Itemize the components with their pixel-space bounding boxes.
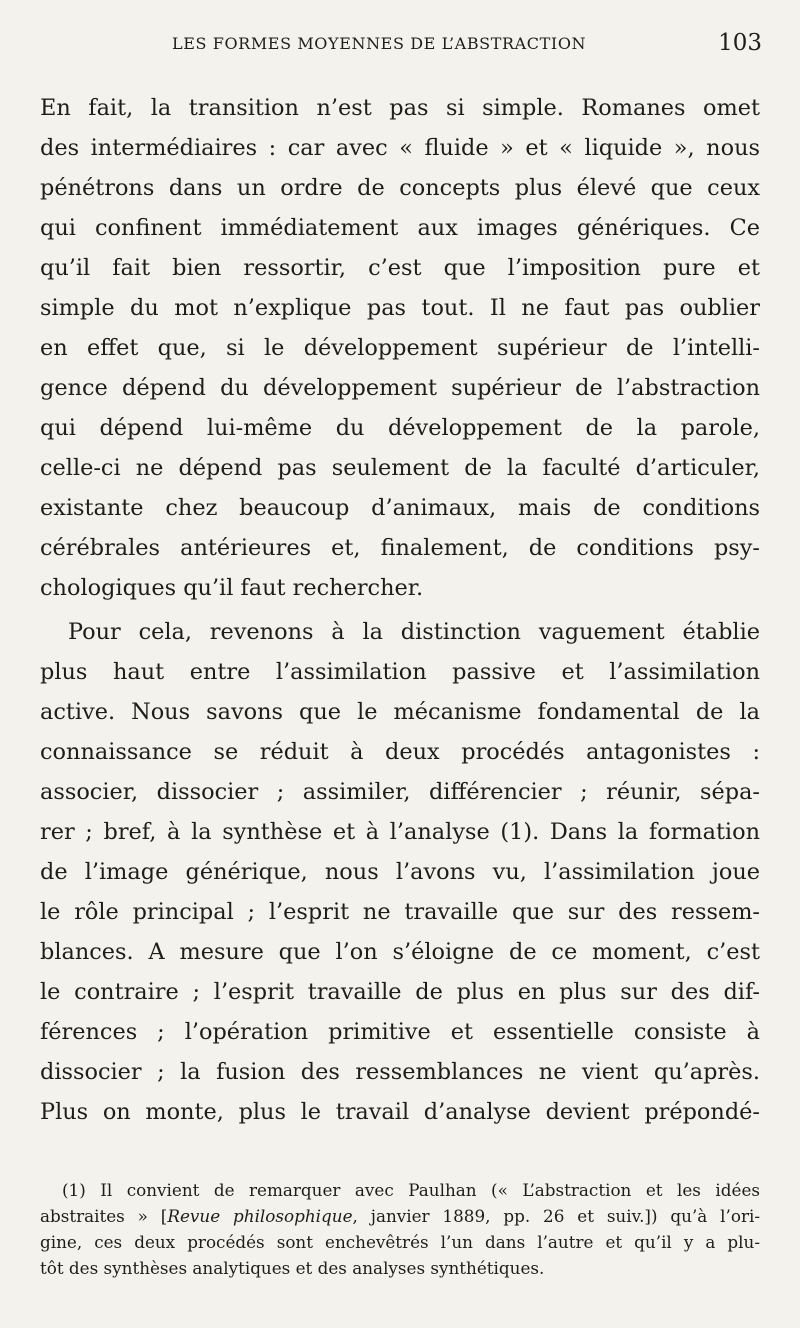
text-line: qui confinent immédiatement aux images génériques. Ce: [40, 215, 760, 241]
text-line: chologiques qu’il faut rechercher.: [40, 575, 424, 601]
journal-title: Revue philosophique: [167, 1206, 353, 1226]
text-line: active. Nous savons que le mécanisme fondamental de la: [40, 699, 760, 725]
text-line: le contraire ; l’esprit travaille de plus en plus sur des dif-: [40, 979, 760, 1005]
text-line: connaissance se réduit à deux procédés antagonistes :: [40, 739, 760, 765]
text-line: le rôle principal ; l’esprit ne travaille que sur des ressem-: [40, 899, 760, 925]
text-line: En fait, la transition n’est pas si simple. Romanes omet: [40, 95, 760, 121]
text-line: Plus on monte, plus le travail d’analyse devient prépondé-: [40, 1099, 760, 1125]
text-line: rer ; bref, à la synthèse et à l’analyse (1). Dans la formation: [40, 819, 760, 845]
text-line: en effet que, si le développement supérieur de l’intelli-: [40, 335, 760, 361]
text-line: des intermédiaires : car avec « fluide » et « liquide », nous: [40, 135, 760, 161]
footnote-text: , janvier 1889, pp. 26 et suiv.]) qu’à l’ori-: [352, 1206, 761, 1226]
text-line: dissocier ; la fusion des ressemblances ne vient qu’après.: [40, 1059, 760, 1085]
text-line: existante chez beaucoup d’animaux, mais de conditions: [40, 495, 760, 521]
footnote-line: tôt des synthèses analytiques et des analyses synthétiques.: [40, 1258, 545, 1278]
text-line: pénétrons dans un ordre de concepts plus élevé que ceux: [40, 175, 760, 201]
text-line: qui dépend lui-même du développement de la parole,: [40, 415, 760, 441]
text-line: Pour cela, revenons à la distinction vaguement établie: [68, 619, 760, 645]
footnote-line: (1) Il convient de remarquer avec Paulhan (« L’abstraction et les idées: [62, 1180, 760, 1200]
text-line: celle-ci ne dépend pas seulement de la faculté d’articuler,: [40, 455, 760, 481]
text-line: qu’il fait bien ressortir, c’est que l’imposition pure et: [40, 255, 760, 281]
text-line: simple du mot n’explique pas tout. Il ne faut pas oublier: [40, 295, 760, 321]
text-line: de l’image générique, nous l’avons vu, l’assimilation joue: [40, 859, 760, 885]
page-number: 103: [718, 30, 762, 56]
text-line: plus haut entre l’assimilation passive et l’assimilation: [40, 659, 760, 685]
text-line: cérébrales antérieures et, finalement, de conditions psy-: [40, 535, 760, 561]
text-line: gence dépend du développement supérieur de l’abstraction: [40, 375, 760, 401]
footnote-line: [40, 1203, 760, 1229]
running-head: [40, 30, 762, 70]
text-line: férences ; l’opération primitive et essentielle consiste à: [40, 1019, 760, 1045]
running-title: LES FORMES MOYENNES DE L’ABSTRACTION: [172, 34, 587, 53]
footnote-line: gine, ces deux procédés sont enchevêtrés l’un dans l’autre et qu’il y a plu-: [40, 1232, 760, 1252]
text-line: blances. A mesure que l’on s’éloigne de ce moment, c’est: [40, 939, 760, 965]
text-line: associer, dissocier ; assimiler, différencier ; réunir, sépa-: [40, 779, 760, 805]
footnote-text: abstraites » [: [40, 1206, 168, 1226]
